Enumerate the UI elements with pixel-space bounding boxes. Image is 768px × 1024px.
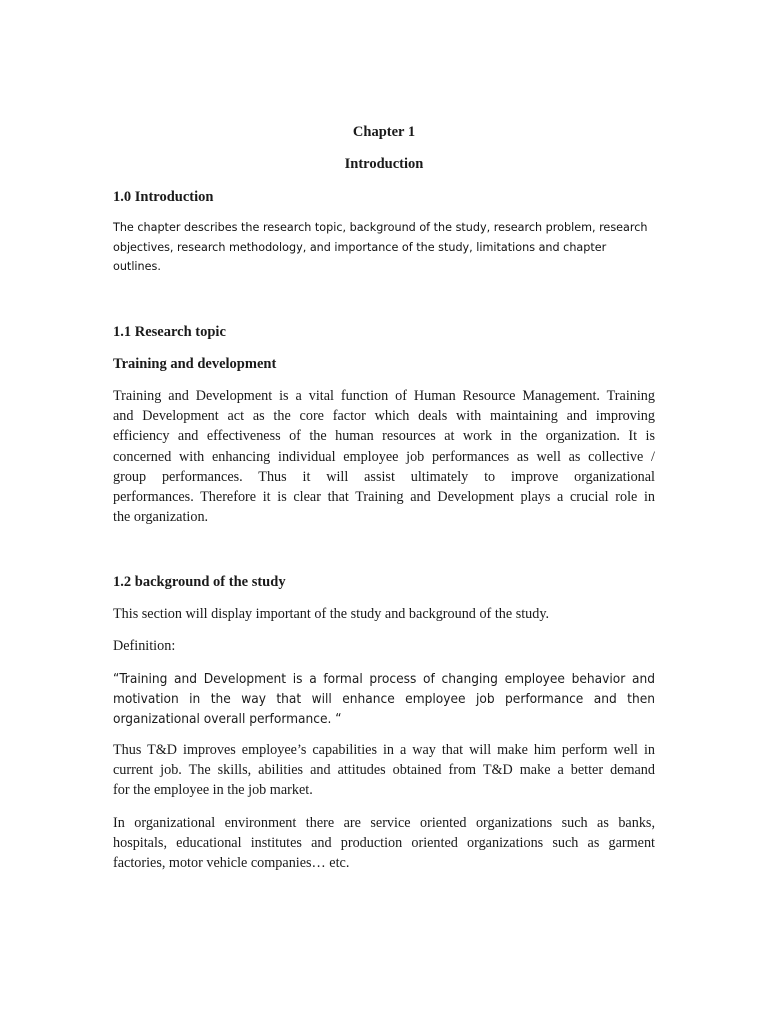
paragraph-line: group performances. Thus it will assist ultimately to improve organizational — [113, 468, 655, 485]
subheading-training-development: Training and development — [113, 356, 277, 372]
paragraph-line: and Development act as the core factor which deals with maintaining and improving — [113, 408, 655, 425]
quote-line: motivation in the way that will enhance employee job performance and then — [113, 691, 655, 708]
paragraph-line: Thus T&D improves employee’s capabilities in a way that will make him perform well in — [113, 742, 655, 758]
definition-quote — [113, 669, 655, 730]
intro-line: outlines. — [113, 260, 161, 273]
intro-line: The chapter describes the research topic, background of the study, research problem, research — [113, 221, 648, 234]
paragraph-line: performances. Therefore it is clear that Training and Development plays a crucial role in — [113, 489, 655, 506]
paragraph-line: In organizational environment there are service oriented organizations such as banks, — [113, 815, 655, 831]
section-heading-intro: 1.0 Introduction — [113, 189, 214, 205]
paragraph-line: the organization. — [113, 509, 209, 526]
intro-paragraph — [113, 218, 655, 277]
section-heading-research-topic: 1.1 Research topic — [113, 324, 226, 340]
section-heading-background: 1.2 background of the study — [113, 574, 286, 590]
paragraph-line: hospitals, educational institutes and production oriented organizations such as garment — [113, 835, 655, 852]
quote-line: “Training and Development is a formal process of changing employee behavior and — [113, 671, 655, 687]
td-paragraph — [113, 740, 655, 801]
paragraph-line: for the employee in the job market. — [113, 782, 313, 799]
quote-line: organizational overall performance. “ — [113, 711, 342, 728]
intro-line: objectives, research methodology, and importance of the study, limitations and chapter — [113, 240, 607, 254]
paragraph-line: Training and Development is a vital function of Human Resource Management. Training — [113, 388, 655, 404]
chapter-label: Chapter 1 — [352, 124, 416, 140]
paragraph-line: current job. The skills, abilities and attitudes obtained from T&D make a better demand — [113, 762, 655, 779]
paragraph-line: factories, motor vehicle companies… etc. — [113, 855, 350, 872]
paragraph-line: efficiency and effectiveness of the human resources at work in the organization. It is — [113, 428, 655, 445]
chapter-title: Introduction — [344, 156, 424, 172]
background-intro-line: This section will display important of the study and background of the study. — [113, 606, 550, 622]
environment-paragraph — [113, 813, 655, 874]
paragraph-line: concerned with enhancing individual employee job performances as well as collective / — [113, 448, 655, 465]
definition-label: Definition: — [113, 638, 176, 654]
research-topic-paragraph — [113, 386, 655, 527]
